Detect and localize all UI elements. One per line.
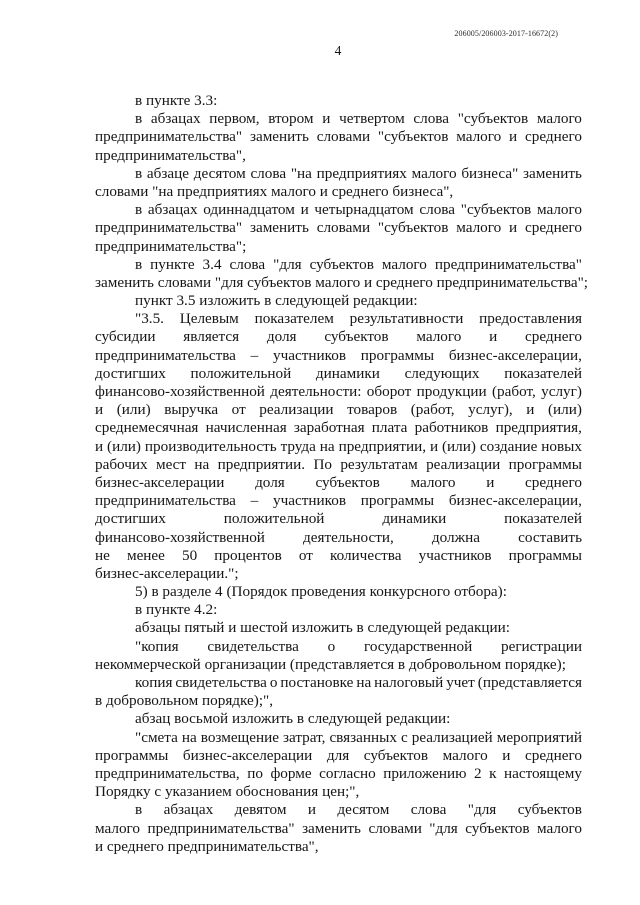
word: показателем [254,310,334,328]
word: не [95,546,110,564]
word: менее [126,546,165,564]
word: продукции [416,383,487,400]
text-line: предпринимательства"; [95,237,247,255]
word: результативности [349,310,464,328]
word: является [183,328,240,346]
word: субъектов [309,255,374,273]
word: мест [155,455,187,473]
text-line: в пункте 3.3: [135,92,218,109]
word: заработная [293,419,365,437]
text-line [95,456,582,474]
word: бизнеса" [461,164,519,182]
word: заменить [523,164,582,182]
word: регистрации [500,637,582,655]
text-line [95,438,582,456]
word: слова [410,801,447,819]
text-line [95,529,582,547]
word: для [326,746,350,764]
word: программы [360,346,435,364]
word: среднего [525,746,582,764]
text-line [95,201,582,219]
word: малого [381,255,427,273]
word: По [313,455,332,473]
text-line [95,729,582,747]
word: девятом [234,801,287,819]
word: и [526,401,535,419]
word: и [95,437,104,455]
word: финансово-хозяйственной [95,383,265,400]
word: следующих [404,364,480,382]
word: малого [536,110,582,128]
word: субъектов [517,801,582,819]
text-line: заменить словами "для субъектов малого и среднего предпринимательства"; [95,273,588,291]
word: втором [268,110,314,128]
word: абзацах [163,801,214,819]
word: показателей [504,364,582,382]
word: бизнес-акселерации [182,746,313,764]
word: участников [273,346,346,364]
text-line: абзацы пятый и шестой изложить в следующей редакции: [135,619,510,637]
word: по [247,764,263,782]
word: и [429,437,439,455]
word: программы [508,546,582,564]
word: и [322,110,331,128]
word: показателей [504,510,582,528]
word: государственной [363,637,473,655]
word: Целевым [179,310,239,328]
word: начисленная [205,419,287,437]
word: (или) [442,437,476,455]
word: среднего [525,128,582,146]
text-line [95,638,582,656]
text-line [95,310,582,328]
word: и [489,328,498,346]
word: и [95,401,104,419]
word: малого [456,219,502,237]
word: услуг) [541,383,582,400]
word: и [509,219,518,237]
word: количества [329,546,402,564]
word: о [269,674,278,691]
word: от [231,401,246,419]
word: достигших [95,510,166,528]
word: слова [229,255,266,273]
word: "3.5. [135,310,164,328]
word: "субъектов [377,128,449,146]
word: динамики [382,510,447,528]
word: субъектов [465,819,530,837]
word: копия [135,674,173,691]
word: производительность [144,437,277,455]
word: "субъектов [457,110,529,128]
word: абзацах [147,201,198,219]
word: малого [456,128,502,146]
word: и [509,128,518,146]
word: о [327,637,336,655]
text-line [95,801,582,819]
text-line [95,492,582,510]
text-line [95,747,582,765]
text-line [95,110,582,128]
word: доля [255,473,285,491]
word: с [400,728,408,746]
word: словами [316,128,371,146]
text-line [95,165,582,183]
text-line [95,128,582,146]
word: постановке [280,674,354,691]
word: доля [266,328,297,346]
word: словами [368,819,422,837]
word: программы [360,492,435,510]
word: субъектов [324,328,389,346]
word: "для [273,255,302,273]
word: участников [273,492,346,510]
text-line: пункт 3.5 изложить в следующей редакции: [135,292,418,310]
word: предпринимательства" [434,255,582,273]
word: – [250,492,259,510]
text-line [95,419,582,437]
word: услуг), [468,401,513,419]
word: в [135,201,143,219]
word: предпринимательства [95,492,236,510]
word: (или) [107,437,141,455]
word: на [356,674,372,691]
word: малого [95,819,140,837]
word: плата [371,419,408,437]
word: на [181,728,197,746]
word: согласно [319,764,376,782]
word: динамики [315,364,380,382]
word: бизнес-акселерации, [448,492,582,510]
word: "для [467,801,497,819]
text-line [95,256,582,274]
word: 3.4 [202,255,222,273]
word: предприятиях [316,164,407,182]
word: труда [280,437,316,455]
word: 2 [473,764,482,782]
word: малого [442,746,488,764]
word: в [135,801,143,819]
word: и [300,201,309,219]
word: программы [508,455,582,473]
word: и [307,801,316,819]
word: среднемесячная [95,419,199,437]
word: среднего [525,328,582,346]
text-line [95,328,582,346]
word: в [135,164,143,182]
word: учет [446,674,475,691]
word: субъектов [315,473,380,491]
text-line [95,365,582,383]
word: рабочих [95,455,148,473]
word: программы [95,746,169,764]
word: десятом [337,801,390,819]
word: предпринимательства, [95,764,240,782]
word: к [489,764,497,782]
text-line [95,474,582,492]
word: предприятии. [217,455,306,473]
word: возмещение [200,728,279,746]
word: "для [429,819,458,837]
text-line: 5) в разделе 4 (Порядок проведения конкурсного отбора): [135,583,507,601]
text-line [95,401,582,419]
word: заменить [302,819,361,837]
word: первом, [209,110,260,128]
text-line [95,765,582,783]
word: положительной [190,364,292,382]
word: "на [290,164,312,182]
word: четырнадцатом [314,201,414,219]
word: деятельности: [270,383,362,400]
word: и [486,473,495,491]
word: предприятия, [495,419,582,437]
word: положительной [223,510,325,528]
word: в [135,255,143,273]
text-line: и среднего предпринимательства", [95,837,319,855]
word: и [502,746,511,764]
word: четвертом [339,110,405,128]
word: мероприятий [496,728,582,746]
word: выручка [164,401,219,419]
word: товаров [347,401,398,419]
word: работников [414,419,489,437]
word: приложению [383,764,467,782]
word: малого [536,201,582,219]
word: налоговый [374,674,444,691]
word: предпринимательства" [95,128,243,146]
text-line: в пункте 4.2: [135,601,218,619]
word: "субъектов [377,219,449,237]
word: связанных [329,728,397,746]
word: бизнес-акселерации [95,473,225,491]
text-line [95,820,582,838]
page-number: 4 [334,43,342,58]
word: среднего [525,219,582,237]
text-line: в добровольном порядке);", [95,692,274,710]
word: среднего [525,473,582,491]
word: настоящему [503,764,582,782]
word: малого [411,164,457,182]
text-line: Порядку с указанием обоснования цен;", [95,783,360,801]
text-line: абзац восьмой изложить в следующей редакции: [135,710,451,728]
text-line [95,547,582,565]
word: реализации [426,455,501,473]
word: малого [410,473,456,491]
word: (или) [116,401,151,419]
word: слова [250,164,287,182]
word: форме [270,764,312,782]
word: от [298,546,313,564]
word: оборот [366,383,412,400]
word: "смета [135,728,178,746]
word: заменить [249,128,309,146]
word: реализации [259,401,334,419]
word: абзаце [146,164,189,182]
word: малого [416,328,462,346]
word: на [319,437,335,455]
word: субсидии [95,328,156,346]
word: слова [419,201,456,219]
word: на [194,455,210,473]
document-body [95,92,588,856]
word: реализацией [411,728,493,746]
document-registration-number: 206005/206003-2017-16672(2) [454,29,558,38]
word: должна [431,528,480,546]
word: одиннадцатом [203,201,295,219]
word: "субъектов [460,201,532,219]
word: слова [413,110,450,128]
word: предпринимательства" [95,219,243,237]
word: (работ, [491,383,536,400]
word: результатам [340,455,418,473]
text-line [95,383,582,401]
word: 50 [182,546,198,564]
word: процентов [214,546,282,564]
word: затрат, [283,728,326,746]
text-line: предпринимательства", [95,146,246,164]
word: (работ, [410,401,455,419]
word: заменить [249,219,309,237]
word: новых [541,437,582,455]
text-line: словами "на предприятиях малого и среднего бизнеса", [95,182,454,200]
word: предприятии, [338,437,427,455]
word: составить [518,528,582,546]
word: субъектов [363,746,429,764]
text-line: бизнес-акселерации."; [95,564,239,582]
word: деятельности, [303,528,394,546]
word: – [250,346,259,364]
word: (или) [547,401,582,419]
word: предпринимательства" [147,819,295,837]
word: (представляется [477,674,582,691]
text-line [95,347,582,365]
word: абзацах [150,110,201,128]
word: достигших [95,364,166,382]
word: участников [418,546,492,564]
word: в [135,110,143,128]
text-line [95,674,582,692]
word: бизнес-акселерации, [448,346,582,364]
word: создание [479,437,538,455]
word: предпринимательства [95,346,236,364]
text-line [95,219,582,237]
text-line: некоммерческой организации (представляется в добровольном порядке); [95,655,566,673]
word: финансово-хозяйственной [95,528,265,546]
word: десятом [193,164,246,182]
word: свидетельства [207,637,299,655]
word: "копия [135,637,179,655]
word: предоставления [479,310,582,328]
word: малого [537,819,582,837]
word: словами [316,219,371,237]
text-line [95,510,582,528]
word: свидетельства [175,674,267,691]
word: пункте [150,255,195,273]
